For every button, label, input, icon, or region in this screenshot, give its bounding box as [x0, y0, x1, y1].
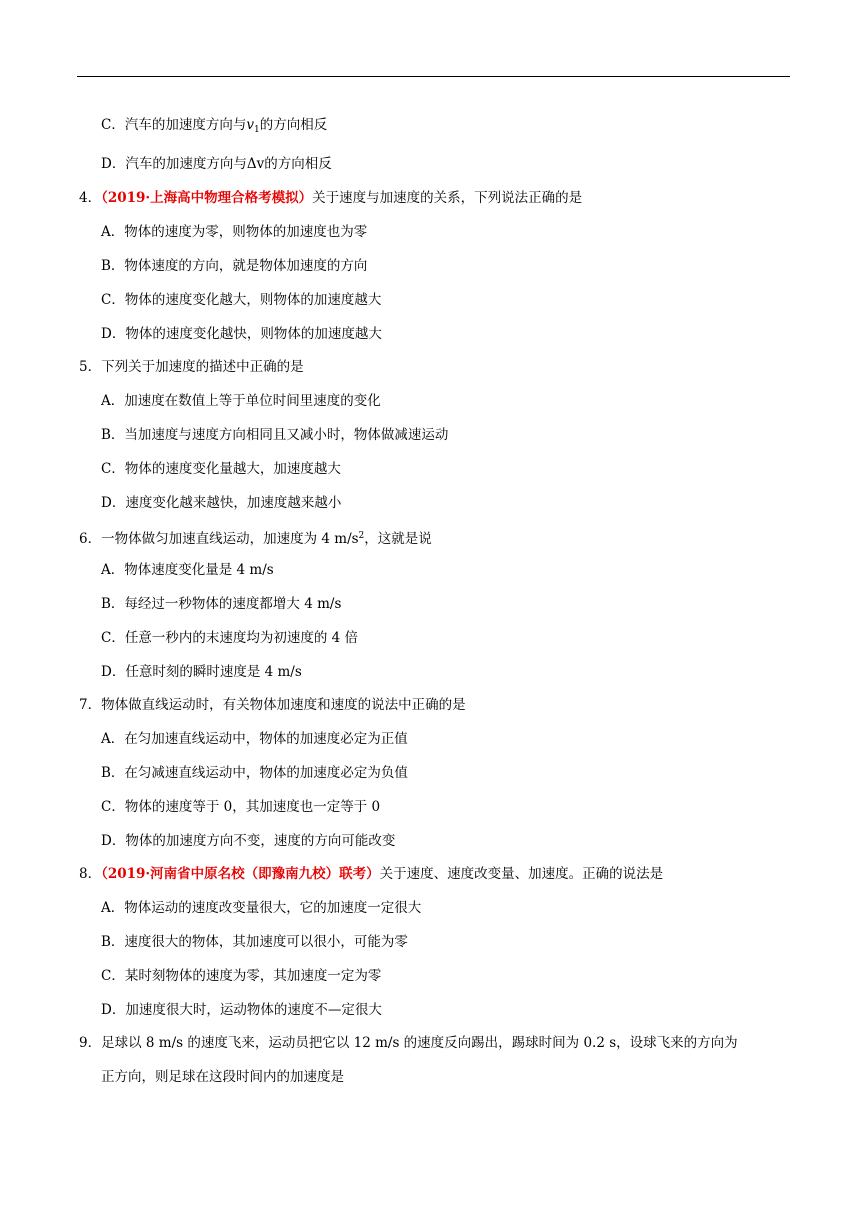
- q6-option-d: D．任意时刻的瞬时速度是 4 m/s: [101, 664, 302, 680]
- question-9-stem-continued: 正方向，则足球在这段时间内的加速度是: [101, 1069, 344, 1085]
- q7-option-c: C．物体的速度等于 0，其加速度也一定等于 0: [101, 799, 381, 815]
- question-4-stem: 4．（2019·上海高中物理合格考模拟）关于速度与加速度的关系，下列说法正确的是: [79, 190, 583, 206]
- q3-option-c: C．汽车的加速度方向与$v_1$的方向相反: [101, 117, 328, 135]
- q7-option-a: A．在匀加速直线运动中，物体的加速度必定为正值: [101, 731, 408, 747]
- q8-option-d: D．加速度很大时，运动物体的速度不—定很大: [101, 1002, 382, 1018]
- question-8-stem: 8．（2019·河南省中原名校（即豫南九校）联考）关于速度、速度改变量、加速度。正确的说法是: [79, 866, 664, 882]
- q4-option-a: A．物体的速度为零，则物体的加速度也为零: [101, 224, 368, 240]
- question-5-stem: 5．下列关于加速度的描述中正确的是: [79, 359, 304, 375]
- q8-option-a: A．物体运动的速度改变量很大，它的加速度一定很大: [101, 900, 422, 916]
- q8-option-c: C．某时刻物体的速度为零，其加速度一定为零: [101, 968, 382, 984]
- q5-option-b: B．当加速度与速度方向相同且又减小时，物体做减速运动: [101, 427, 449, 443]
- q4-option-b: B．物体速度的方向，就是物体加速度的方向: [101, 258, 368, 274]
- delta-v-symbol: Δv: [246, 156, 265, 172]
- q6-option-a: A．物体速度变化量是 4 m/s: [101, 562, 274, 578]
- q5-option-d: D．速度变化越来越快，加速度越来越小: [101, 495, 342, 511]
- question-6-stem: 6．一物体做匀加速直线运动，加速度为 4 $m/s^2$，这就是说: [79, 531, 432, 547]
- q5-option-c: C．物体的速度变化量越大，加速度越大: [101, 461, 341, 477]
- q6-option-c: C．任意一秒内的末速度均为初速度的 4 倍: [101, 630, 359, 646]
- question-9-stem: 9．足球以 8 m/s 的速度飞来，运动员把它以 12 m/s 的速度反向踢出，踢球时间为 0.2 s，设球飞来的方向为: [79, 1035, 738, 1051]
- q5-option-a: A．加速度在数值上等于单位时间里速度的变化: [101, 393, 381, 409]
- question-source: （2019·河南省中原名校（即豫南九校）联考）: [101, 866, 380, 882]
- question-7-stem: 7．物体做直线运动时，有关物体加速度和速度的说法中正确的是: [79, 697, 466, 713]
- q6-option-b: B．每经过一秒物体的速度都增大 4 m/s: [101, 596, 342, 612]
- header-rule: [77, 76, 790, 77]
- q7-option-b: B．在匀减速直线运动中，物体的加速度必定为负值: [101, 765, 408, 781]
- v1-symbol: v: [246, 117, 254, 133]
- q8-option-b: B．速度很大的物体，其加速度可以很小，可能为零: [101, 934, 408, 950]
- q3-option-d: D．汽车的加速度方向与Δv的方向相反: [101, 156, 332, 172]
- q4-option-c: C．物体的速度变化越大，则物体的加速度越大: [101, 292, 382, 308]
- q7-option-d: D．物体的加速度方向不变，速度的方向可能改变: [101, 833, 396, 849]
- q4-option-d: D．物体的速度变化越快，则物体的加速度越大: [101, 326, 382, 342]
- question-source: （2019·上海高中物理合格考模拟）: [101, 190, 313, 206]
